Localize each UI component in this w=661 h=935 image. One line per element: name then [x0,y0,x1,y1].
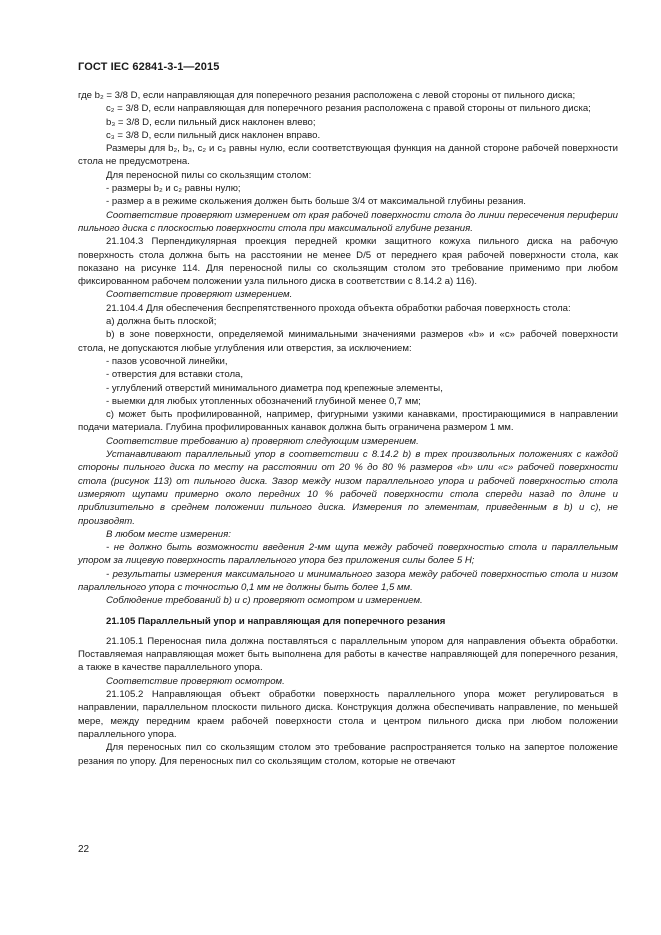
paragraph: В любом месте измерения: [106,528,231,540]
paragraph: 21.104.3 Перпендикулярная проекция передней кромки защитного кожуха пильного диска на рабочую поверхность стола должна быть на расстоянии не менее D/5 от переднего края рабочей поверхности стола, как показано на рисунке 114. Для переносной пилы со скользящим столом это требование применимо при любом фиксированном рабочем положении узла пильного диска в соответствии с 8.14.2 a) 116). [78,236,618,288]
paragraph: - выемки для любых утопленных обозначений глубиной менее 0,7 мм; [106,395,421,407]
paragraph: c₂ = 3/8 D, если направляющая для поперечного резания расположена с правой стороны от пильного диска; [106,103,591,115]
paragraph: Соответствие проверяют осмотром. [106,675,285,687]
paragraph: Соответствие требованию a) проверяют следующим измерением. [106,435,419,447]
paragraph: Размеры для b₂, b₃, c₂ и c₃ равны нулю, если соответствующая функция на данной стороне рабочей поверхности стола не предусмотрена. [78,143,618,168]
paragraph: c₃ = 3/8 D, если пильный диск наклонен вправо. [106,129,321,141]
paragraph: - отверстия для вставки стола, [106,369,244,381]
paragraph: Для переносной пилы со скользящим столом: [106,169,312,181]
paragraph: 21.105 Параллельный упор и направляющая для поперечного резания [106,615,446,627]
paragraph: c) может быть профилированной, например, фигурными узкими канавками, простирающимися в направлении подачи материала. Глубина профилированных канавок должна быть ограничена размером 1 мм. [78,409,618,434]
paragraph: - размер a в режиме скольжения должен быть больше 3/4 от максимальной глубины резания. [106,196,526,208]
paragraph: - размеры b₂ и c₂ равны нулю; [106,183,241,195]
paragraph-spacer [78,628,618,635]
document-body [78,89,618,768]
paragraph: 21.105.1 Переносная пила должна поставляться с параллельным упором для направления объекта обработки. Поставляемая направляющая может быть выполнена для работы в качестве направляющей для поперечного резания, а также в качестве параллельного упора. [78,635,618,674]
paragraph: - не должно быть возможности введения 2-мм щупа между рабочей поверхностью стола и параллельным упором за лицевую поверхность параллельного упора без приложения силы более 5 Н; [78,542,618,567]
paragraph: Соблюдение требований b) и c) проверяют осмотром и измерением. [106,595,423,607]
paragraph: Соответствие проверяют измерением. [106,289,293,301]
page-header: ГОСТ IEC 62841-3-1—2015 [78,61,220,73]
paragraph: b) в зоне поверхности, определяемой минимальными значениями размеров «b» и «c» рабочей поверхности стола, не допускаются любые углубления или отверстия, за исключением: [78,329,618,354]
paragraph: - углублений отверстий минимального диаметра под крепежные элементы, [106,382,443,394]
paragraph: 21.105.2 Направляющая объект обработки поверхность параллельного упора может регулироваться в направлении, параллельном плоскости пильного диска. Конструкция должна обеспечивать направление, по меньшей мере, между передним краем рабочей поверхности стола и центром пильного диска при любом положении параллельного упора. [78,689,618,740]
paragraph: Устанавливают параллельный упор в соответствии с 8.14.2 b) в трех произвольных положениях с каждой стороны пильного диска по месту на расстоянии от 20 % до 80 % размеров «b» или «c» рабочей поверхности стола (рисунок 113) от пильного диска. Зазор между низом параллельного упора и рабочей поверхностью стола измеряют щупами примерно около передних 10 % рабочей поверхности стола спереди назад по длине и приблизительно в среднем положении пильного диска. Измерения по элементам, приведенным в b) и c), не производят. [78,449,618,527]
paragraph: - результаты измерения максимального и минимального зазора между рабочей поверхностью стола и низом параллельного упора с точностью 0,1 мм не должны быть более 1,5 мм. [78,568,618,593]
paragraph: - пазов усовочной линейки, [106,355,228,367]
paragraph: a) должна быть плоской; [106,316,217,328]
paragraph: 21.104.4 Для обеспечения беспрепятственного прохода объекта обработки рабочая поверхность стола: [106,302,571,314]
paragraph: где b₂ = 3/8 D, если направляющая для поперечного резания расположена с левой стороны от пильного диска; [78,90,576,101]
paragraph: Соответствие проверяют измерением от края рабочей поверхности стола до линии пересечения периферии пильного диска с плоскостью поверхности стола при максимальной глубине резания. [78,209,618,234]
paragraph-spacer [78,608,618,615]
paragraph: b₃ = 3/8 D, если пильный диск наклонен влево; [106,116,316,128]
paragraph: Для переносных пил со скользящим столом это требование распространяется только на запертое положение резания по упору. Для переносных пил со скользящим столом, которые не отвечают [78,742,618,767]
page-number: 22 [78,844,90,855]
